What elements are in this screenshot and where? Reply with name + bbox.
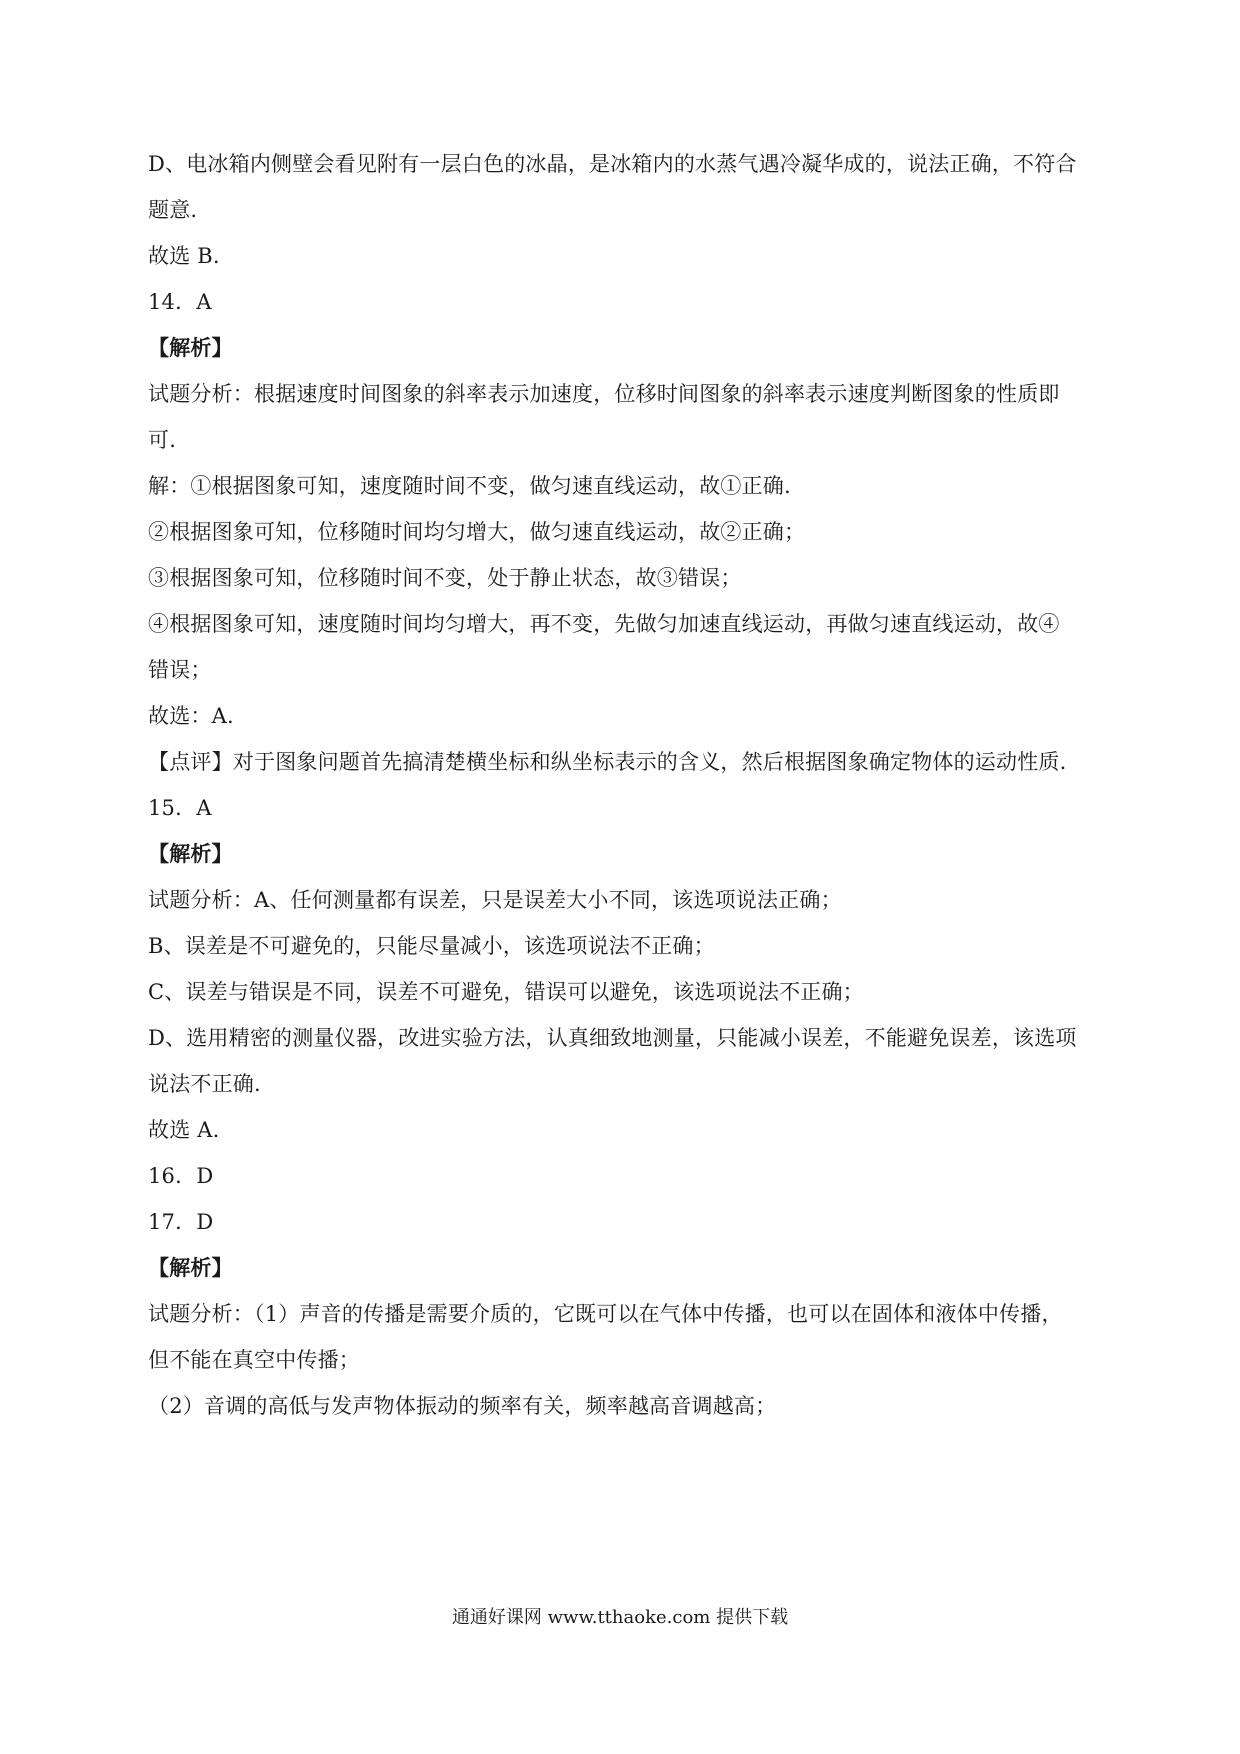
page-footer: 通通好课网 www.tthaoke.com 提供下载 xyxy=(451,1607,789,1628)
text-line-solution-4a: ④根据图象可知，速度随时间均匀增大，再不变，先做匀加速直线运动，再做匀速直线运动，故④ xyxy=(148,612,1060,636)
text-line-d-option-2: 题意. xyxy=(148,198,198,222)
text-line-analysis-17-3: （2）音调的高低与发声物体振动的频率有关，频率越高音调越高； xyxy=(148,1394,777,1418)
text-line-analysis-15-c: C、误差与错误是不同，误差不可避免，错误可以避免，该选项说法不正确； xyxy=(148,980,864,1004)
text-line-analysis-14-1: 试题分析：根据速度时间图象的斜率表示加速度，位移时间图象的斜率表示速度判断图象的性质即 xyxy=(148,382,1060,406)
text-line-answer-15: 故选 A. xyxy=(148,1118,220,1142)
text-line-analysis-17-2: 但不能在真空中传播； xyxy=(148,1348,360,1372)
text-line-answer-13: 故选 B. xyxy=(148,244,220,268)
text-line-solution-2: ②根据图象可知，位移随时间均匀增大，做匀速直线运动，故②正确； xyxy=(148,520,806,544)
question-number-14: 14．A xyxy=(148,290,212,314)
text-line-answer-14: 故选：A. xyxy=(148,704,234,728)
section-heading-analysis: 【解析】 xyxy=(148,841,233,866)
section-heading-analysis: 【解析】 xyxy=(148,1255,233,1280)
text-line-analysis-15-b: B、误差是不可避免的，只能尽量减小，该选项说法不正确； xyxy=(148,934,715,958)
text-line-analysis-15-d2: 说法不正确. xyxy=(148,1072,261,1096)
text-line-solution-3: ③根据图象可知，位移随时间不变，处于静止状态，故③错误； xyxy=(148,566,742,590)
text-line-analysis-17-1: 试题分析：（1）声音的传播是需要介质的，它既可以在气体中传播，也可以在固体和液体中传播， xyxy=(148,1302,1063,1326)
question-number-15: 15．A xyxy=(148,796,212,820)
text-line-d-option-1: D、电冰箱内侧壁会看见附有一层白色的冰晶，是冰箱内的水蒸气遇冷凝华成的，说法正确，不符合 xyxy=(148,152,1077,176)
text-line-analysis-14-2: 可. xyxy=(148,428,177,452)
section-heading-analysis: 【解析】 xyxy=(148,335,233,360)
text-line-solution-4b: 错误； xyxy=(148,658,212,682)
text-line-solution-1: 解：①根据图象可知，速度随时间不变，做匀速直线运动，故①正确. xyxy=(148,474,791,498)
text-line-analysis-15-a: 试题分析：A、任何测量都有误差，只是误差大小不同，该选项说法正确； xyxy=(148,888,842,912)
text-line-comment: 【点评】对于图象问题首先搞清楚横坐标和纵坐标表示的含义，然后根据图象确定物体的运动性质. xyxy=(148,750,1067,774)
question-number-17: 17．D xyxy=(148,1210,214,1234)
text-line-analysis-15-d1: D、选用精密的测量仪器，改进实验方法，认真细致地测量，只能减小误差，不能避免误差，该选项 xyxy=(148,1026,1077,1050)
question-number-16: 16．D xyxy=(148,1164,214,1188)
